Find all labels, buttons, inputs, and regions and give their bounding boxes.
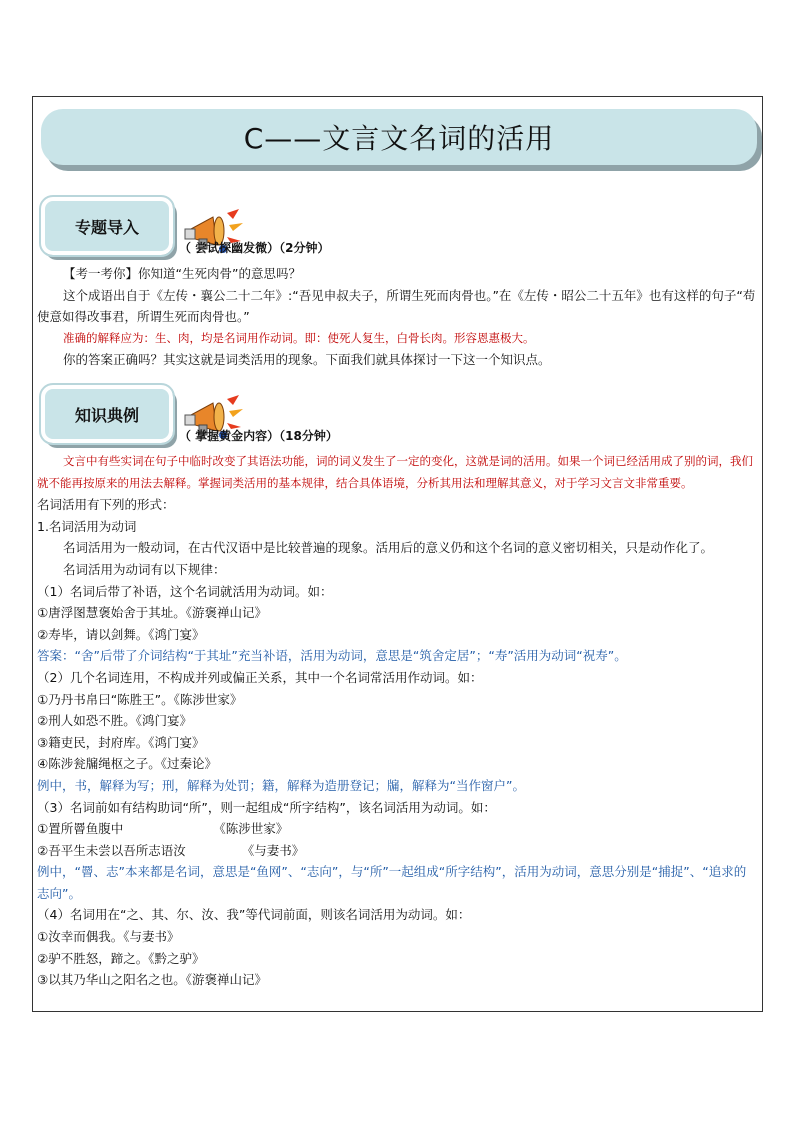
example-line: ①乃丹书帛曰“陈胜王”。《陈涉世家》 (37, 691, 243, 707)
example-line: ①唐浮图慧褒始舍于其址。《游褒禅山记》 (37, 605, 267, 621)
answer-line: 答案：“舍”后带了介词结构“于其址”充当补语，活用为动词，意思是“筑舍定居”；“寿”活用为动词“祝寿”。 (37, 648, 627, 664)
example-line: ③籍吏民，封府库。《鸿门宴》 (37, 734, 205, 750)
text-line: （1）名词后带了补语，这个名词就活用为动词。如： (37, 583, 333, 599)
text-line: （3）名词前如有结构助词“所”，则一起组成“所字结构”，该名词活用为动词。如： (37, 799, 496, 815)
text-line: 名词活用为动词有以下规律： (63, 561, 226, 577)
example-source: 《陈涉世家》 (213, 821, 289, 837)
example-line: ①汝幸而偶我。《与妻书》 (37, 929, 180, 945)
example-line: ③以其乃华山之阳名之也。《游褒禅山记》 (37, 972, 267, 988)
example-line (37, 840, 756, 862)
example-text: ②吾平生未尝以吾所志语汝 (37, 842, 186, 858)
text-line: 名词活用有下列的形式： (37, 497, 175, 513)
text-line: 名词活用为一般动词，在古代汉语中是比较普遍的现象。活用后的意义仍和这个名词的意义密切相关，只是动作化了。 (63, 540, 714, 556)
text-line: 你的答案正确吗？其实这就是词类活用的现象。下面我们就具体探讨一下这一个知识点。 (63, 352, 551, 368)
section-label-knowledge: 知识典例 (41, 385, 173, 443)
example-line: ②驴不胜怒，蹄之。《黔之驴》 (37, 950, 205, 966)
example-source: 《与妻书》 (241, 842, 305, 858)
section-body-intro (37, 263, 756, 371)
section-subtitle-intro: （ 尝试探幽发微）（2分钟） (179, 241, 330, 255)
text-line: （4）名词用在“之、其、尔、汝、我”等代词前面，则该名词活用为动词。如： (37, 907, 471, 923)
section-label-intro: 专题导入 (41, 197, 173, 255)
answer-line: 准确的解释应为：生、肉，均是名词用作动词。即：使死人复生，白骨长肉。形容恩惠极大。 (63, 330, 535, 345)
page-frame (32, 96, 763, 1012)
answer-line: 例中，“罾、志”本来都是名词，意思是“鱼网”、“志向”，与“所”一起组成“所字结构”，活用为动词，意思分别是“捕捉”、“追求的志向”。 (37, 864, 747, 901)
text-line: （2）几个名词连用，不构成并列或偏正关系，其中一个名词常活用作动词。如： (37, 669, 483, 685)
page-title: C——文言文名词的活用 (243, 122, 555, 155)
text-line: 1.名词活用为动词 (37, 518, 137, 534)
example-line (37, 818, 756, 840)
example-text: ①置所罾鱼腹中 (37, 821, 124, 837)
section-body-knowledge (37, 451, 756, 991)
text-line: 【考一考你】你知道“生死肉骨”的意思吗？ (63, 266, 301, 281)
example-line: ②刑人如恐不胜。《鸿门宴》 (37, 713, 192, 729)
answer-line: 例中，书，解释为写；刑，解释为处罚；籍，解释为造册登记；牖，解释为“当作窗户”。 (37, 777, 525, 793)
intro-paragraph: 文言中有些实词在句子中临时改变了其语法功能，词的词义发生了一定的变化，这就是词的活用。如果一个词已经活用成了别的词，我们就不能再按原来的用法去解释。掌握词类活用的基本规律，结合具体语境，分析其用法和理解其意义，对于学习文言文非常重要。 (37, 454, 753, 490)
example-line: ②寿毕，请以剑舞。《鸿门宴》 (37, 626, 205, 642)
section-subtitle-knowledge: （ 掌握黄金内容）（18分钟） (179, 429, 338, 443)
text-line: 这个成语出自于《左传・襄公二十二年》:“吾见申叔夫子，所谓生死而肉骨也。”在《左传・昭公二十五年》也有这样的句子“苟使意如得改事君，所谓生死而肉骨也。” (37, 287, 756, 325)
title-banner (41, 109, 757, 165)
example-line: ④陈涉瓮牖绳枢之子。《过秦论》 (37, 756, 217, 772)
